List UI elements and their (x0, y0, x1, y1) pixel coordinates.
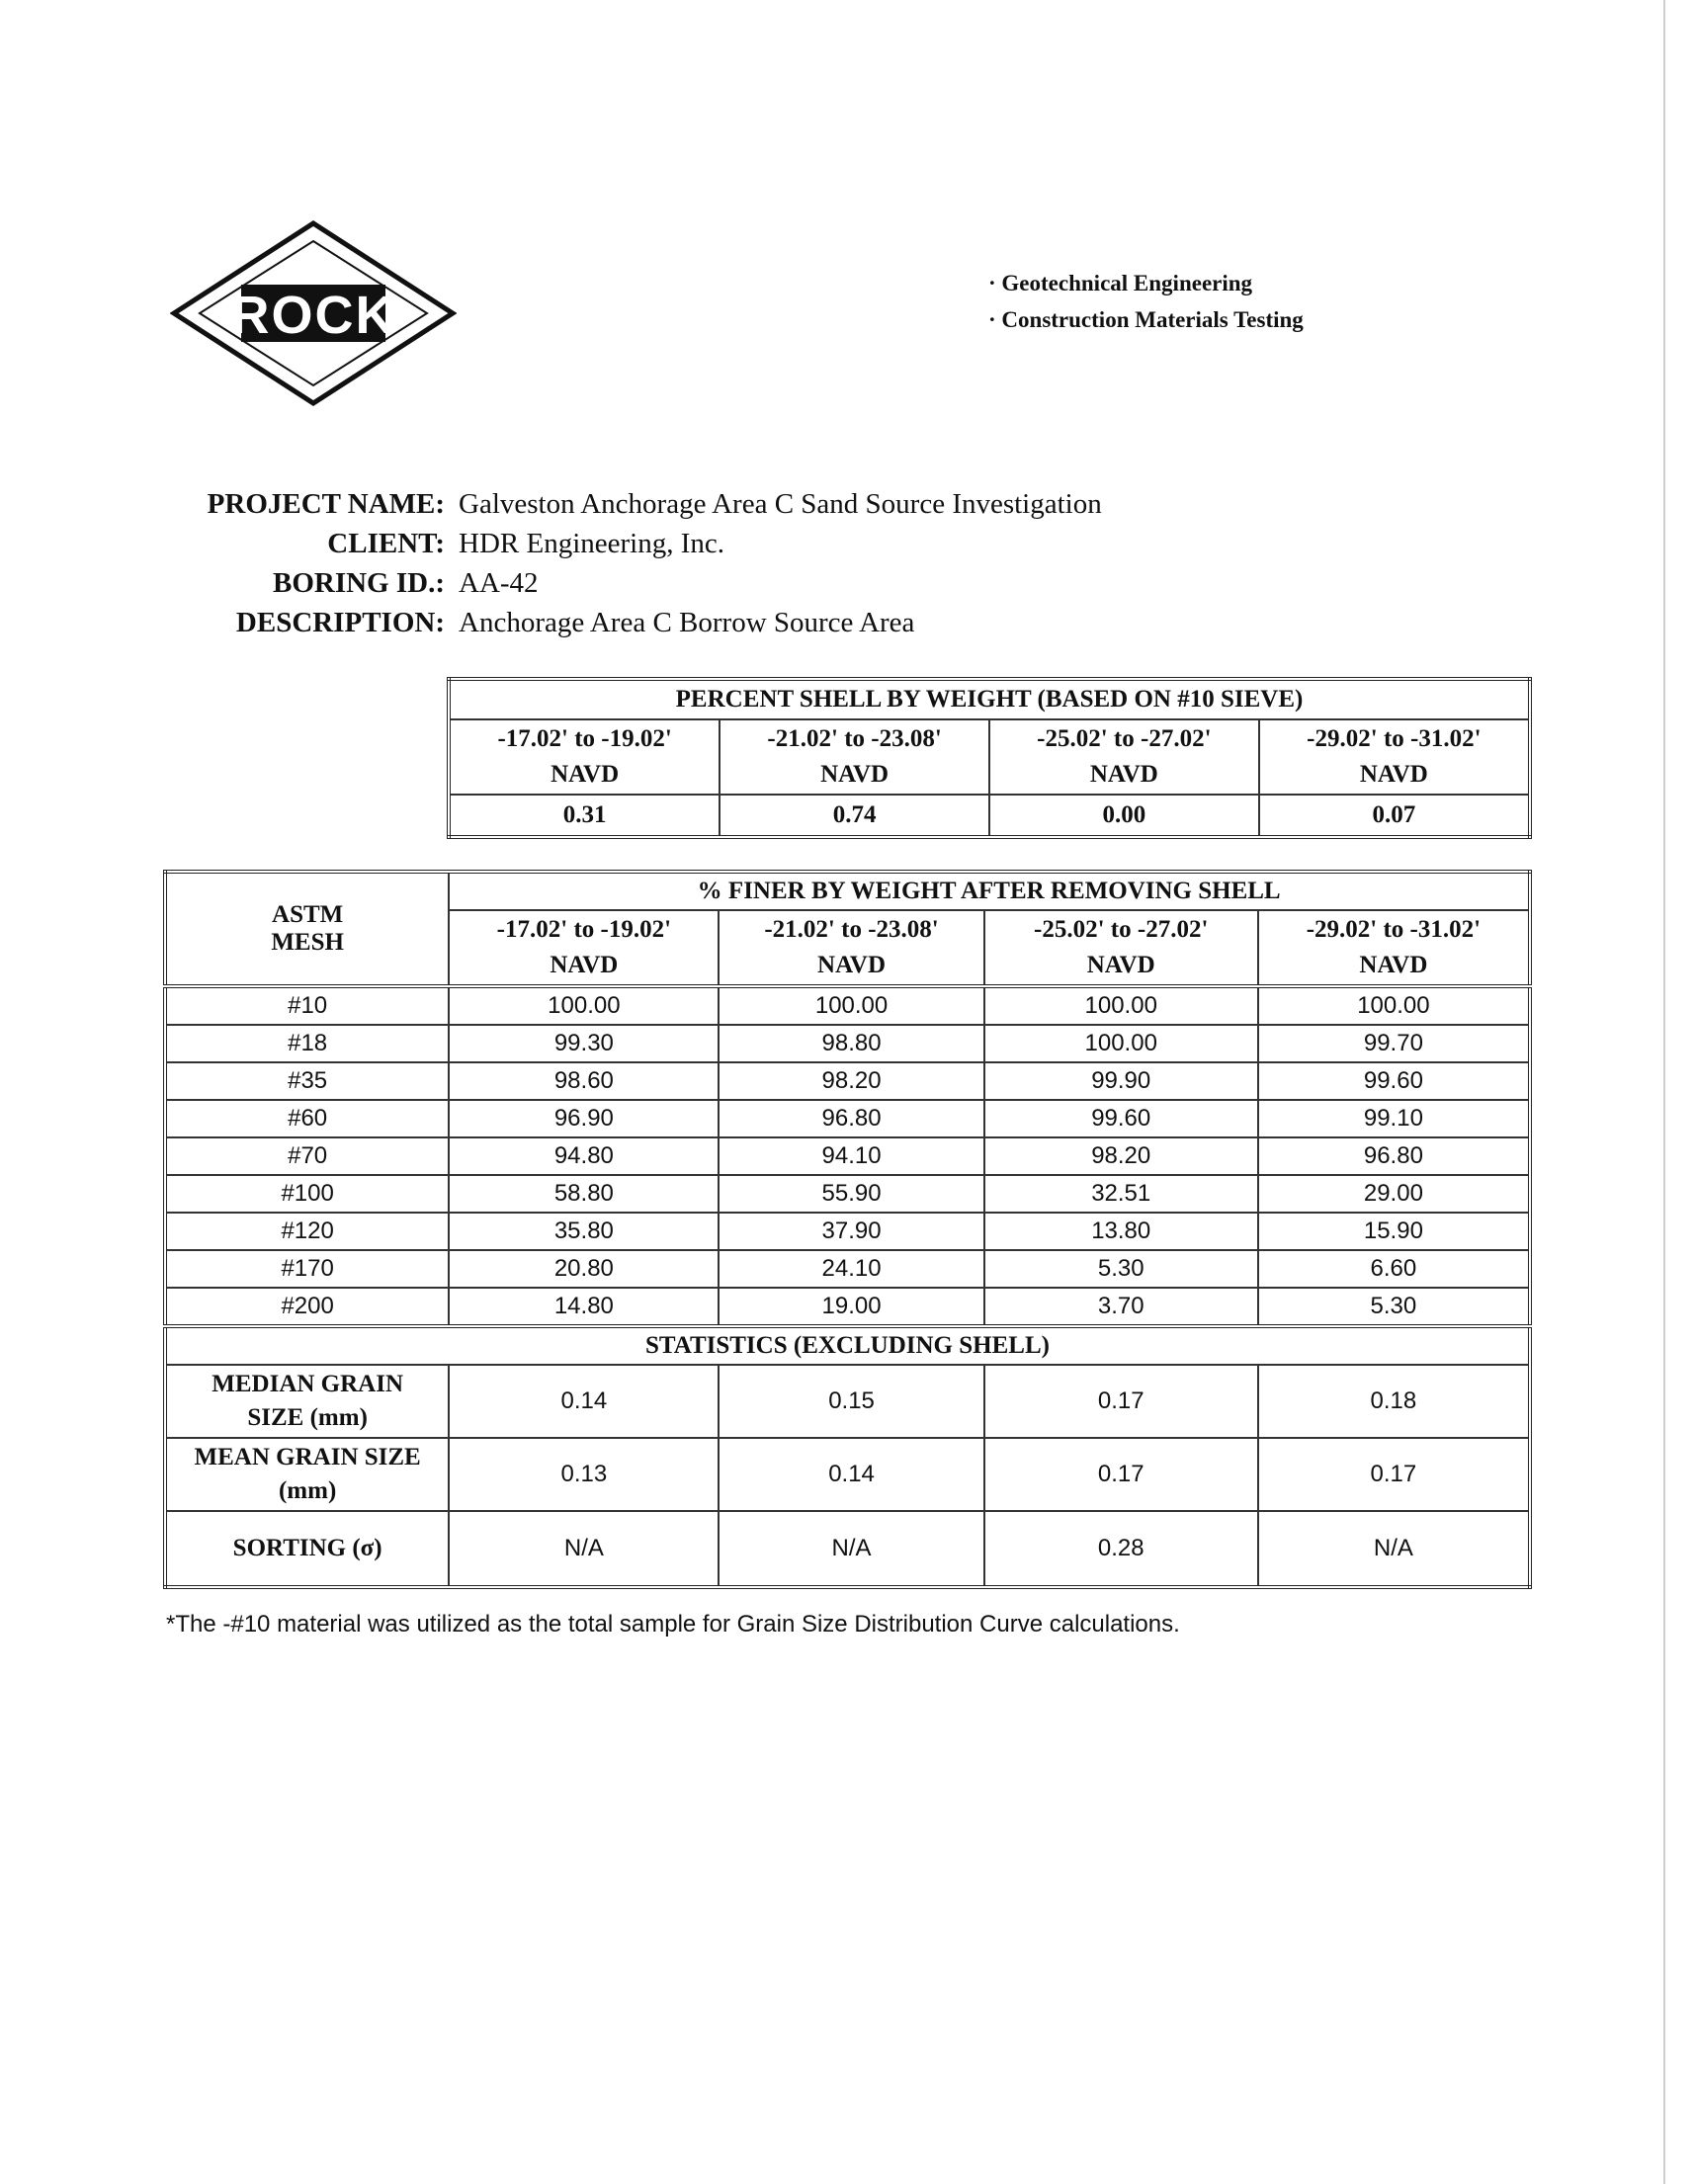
finer-value-cell: 100.00 (449, 986, 719, 1025)
stat-value: 0.17 (984, 1365, 1258, 1438)
table-row (165, 1062, 1530, 1100)
depth-column-header: -17.02' to -19.02' NAVD (449, 719, 720, 795)
finer-value-cell: 24.10 (719, 1250, 983, 1288)
mesh-cell: #170 (165, 1250, 449, 1288)
table-row (165, 986, 1530, 1025)
description-row (178, 603, 1102, 642)
depth-column-header: -21.02' to -23.08' NAVD (719, 910, 983, 986)
statistics-title: STATISTICS (EXCLUDING SHELL) (165, 1326, 1530, 1365)
finer-value-cell: 99.10 (1258, 1100, 1530, 1137)
mesh-cell: #120 (165, 1213, 449, 1250)
description-value: Anchorage Area C Borrow Source Area (459, 607, 915, 638)
finer-table (163, 870, 1532, 1589)
service-item: · Construction Materials Testing (988, 301, 1304, 338)
stat-value: 0.15 (719, 1365, 983, 1438)
finer-value-cell: 19.00 (719, 1288, 983, 1326)
table-row (165, 1250, 1530, 1288)
finer-value-cell: 58.80 (449, 1175, 719, 1213)
finer-value-cell: 100.00 (719, 986, 983, 1025)
project-row (178, 484, 1102, 524)
table-row (165, 1025, 1530, 1062)
description-label: DESCRIPTION: (235, 607, 445, 638)
depth-column-header: -25.02' to -27.02' NAVD (989, 719, 1259, 795)
shell-value: 0.74 (720, 795, 989, 837)
finer-value-cell: 6.60 (1258, 1250, 1530, 1288)
finer-value-cell: 13.80 (984, 1213, 1258, 1250)
mesh-rows (165, 986, 1530, 1326)
footnote: *The -#10 material was utilized as the total sample for Grain Size Distribution Curve calculations. (166, 1611, 1180, 1638)
finer-value-cell: 96.90 (449, 1100, 719, 1137)
shell-table (447, 677, 1532, 839)
project-info (178, 484, 1102, 642)
mesh-cell: #70 (165, 1137, 449, 1175)
finer-value-cell: 100.00 (984, 986, 1258, 1025)
stat-value: 0.18 (1258, 1365, 1530, 1438)
finer-value-cell: 94.10 (719, 1137, 983, 1175)
table-row (165, 1288, 1530, 1326)
mesh-cell: #100 (165, 1175, 449, 1213)
finer-value-cell: 100.00 (984, 1025, 1258, 1062)
shell-value: 0.31 (449, 795, 720, 837)
finer-value-cell: 35.80 (449, 1213, 719, 1250)
mesh-cell: #10 (165, 986, 449, 1025)
depth-column-header: -25.02' to -27.02' NAVD (984, 910, 1258, 986)
stat-value: 0.14 (719, 1438, 983, 1511)
shell-table-title: PERCENT SHELL BY WEIGHT (BASED ON #10 SIEVE) (449, 679, 1530, 719)
finer-value-cell: 14.80 (449, 1288, 719, 1326)
finer-value-cell: 5.30 (984, 1250, 1258, 1288)
stat-label: SORTING (σ) (165, 1511, 449, 1587)
client-value: HDR Engineering, Inc. (459, 528, 724, 559)
page-edge-line (1663, 0, 1665, 2184)
finer-value-cell: 99.30 (449, 1025, 719, 1062)
finer-value-cell: 99.60 (984, 1100, 1258, 1137)
finer-value-cell: 5.30 (1258, 1288, 1530, 1326)
stat-value: 0.17 (984, 1438, 1258, 1511)
finer-value-cell: 99.60 (1258, 1062, 1530, 1100)
finer-value-cell: 100.00 (1258, 986, 1530, 1025)
finer-value-cell: 98.60 (449, 1062, 719, 1100)
finer-value-cell: 98.20 (719, 1062, 983, 1100)
stat-value: N/A (1258, 1511, 1530, 1587)
finer-value-cell: 96.80 (1258, 1137, 1530, 1175)
finer-value-cell: 96.80 (719, 1100, 983, 1137)
mesh-cell: #60 (165, 1100, 449, 1137)
finer-value-cell: 99.90 (984, 1062, 1258, 1100)
finer-value-cell: 99.70 (1258, 1025, 1530, 1062)
stat-value: 0.28 (984, 1511, 1258, 1587)
mesh-cell: #18 (165, 1025, 449, 1062)
depth-column-header: -29.02' to -31.02' NAVD (1259, 719, 1530, 795)
table-row (165, 1100, 1530, 1137)
boring-row (178, 563, 1102, 603)
stat-value: 0.13 (449, 1438, 719, 1511)
stat-label: MEAN GRAIN SIZE (mm) (165, 1438, 449, 1511)
finer-value-cell: 20.80 (449, 1250, 719, 1288)
boring-label: BORING ID.: (272, 567, 445, 599)
shell-value: 0.00 (989, 795, 1259, 837)
stat-value: 0.17 (1258, 1438, 1530, 1511)
table-row (165, 1213, 1530, 1250)
stat-label: MEDIAN GRAIN SIZE (mm) (165, 1365, 449, 1438)
table-row (165, 1175, 1530, 1213)
finer-value-cell: 94.80 (449, 1137, 719, 1175)
finer-value-cell: 37.90 (719, 1213, 983, 1250)
project-label: PROJECT NAME: (207, 488, 445, 520)
finer-value-cell: 98.20 (984, 1137, 1258, 1175)
stat-value: 0.14 (449, 1365, 719, 1438)
finer-value-cell: 15.90 (1258, 1213, 1530, 1250)
stat-value: N/A (449, 1511, 719, 1587)
finer-value-cell: 32.51 (984, 1175, 1258, 1213)
astm-mesh-header: ASTM MESH (165, 872, 449, 986)
boring-value: AA-42 (459, 567, 539, 599)
service-item: · Geotechnical Engineering (988, 265, 1304, 301)
project-value: Galveston Anchorage Area C Sand Source Investigation (459, 488, 1102, 520)
finer-table-title: % FINER BY WEIGHT AFTER REMOVING SHELL (449, 872, 1530, 910)
finer-value-cell: 55.90 (719, 1175, 983, 1213)
mesh-cell: #35 (165, 1062, 449, 1100)
services-list (988, 265, 1304, 338)
finer-value-cell: 3.70 (984, 1288, 1258, 1326)
mesh-cell: #200 (165, 1288, 449, 1326)
client-label: CLIENT: (327, 528, 445, 559)
depth-column-header: -29.02' to -31.02' NAVD (1258, 910, 1530, 986)
table-row (165, 1137, 1530, 1175)
stat-value: N/A (719, 1511, 983, 1587)
finer-value-cell: 98.80 (719, 1025, 983, 1062)
depth-column-header: -21.02' to -23.08' NAVD (720, 719, 989, 795)
logo-main-text: ROCK (230, 286, 396, 345)
finer-value-cell: 29.00 (1258, 1175, 1530, 1213)
shell-value: 0.07 (1259, 795, 1530, 837)
client-row (178, 524, 1102, 563)
rock-logo (170, 219, 457, 407)
depth-column-header: -17.02' to -19.02' NAVD (449, 910, 719, 986)
